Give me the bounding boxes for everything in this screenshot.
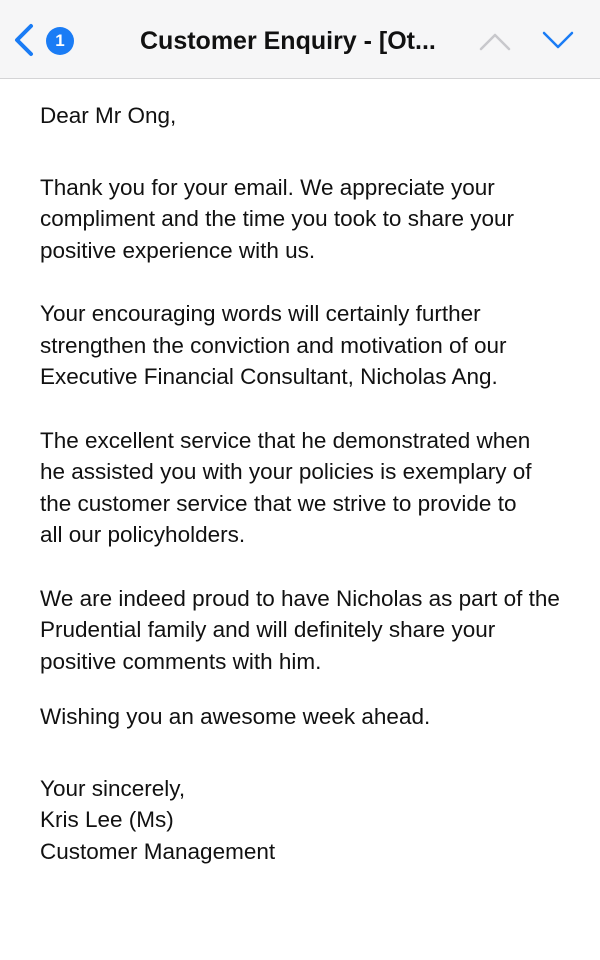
email-closing: Your sincerely, <box>40 775 186 801</box>
sender-name: Kris Lee (Ms) <box>40 807 174 832</box>
email-paragraph: Thank you for your email. We appreciate your compliment and the time you took to share your positive experience with us. <box>40 174 514 263</box>
email-paragraph: Your encouraging words will certainly further strengthen the conviction and motivation of our Executive Financial Consultant, Nicholas Ang. <box>40 301 507 389</box>
navigation-bar <box>0 0 600 79</box>
email-paragraph: The excellent service that he demonstrated when he assisted you with your policies is exemplary of the customer service that we strive to provide to all our policyholders. <box>40 427 532 547</box>
sender-department: Customer Management <box>40 838 276 864</box>
unread-count-badge: 1 <box>46 27 74 55</box>
back-button[interactable] <box>10 22 74 58</box>
email-subject-title: Customer Enquiry - [Ot... <box>140 27 436 55</box>
chevron-down-icon[interactable] <box>538 28 578 54</box>
chevron-left-icon <box>10 22 38 58</box>
email-body <box>40 100 580 867</box>
email-wish: Wishing you an awesome week ahead. <box>40 704 431 729</box>
chevron-up-icon[interactable] <box>475 28 515 54</box>
email-paragraph: We are indeed proud to have Nicholas as part of the Prudential family and will definitely share your positive comments with him. <box>40 585 560 674</box>
email-greeting: Dear Mr Ong, <box>40 103 177 128</box>
